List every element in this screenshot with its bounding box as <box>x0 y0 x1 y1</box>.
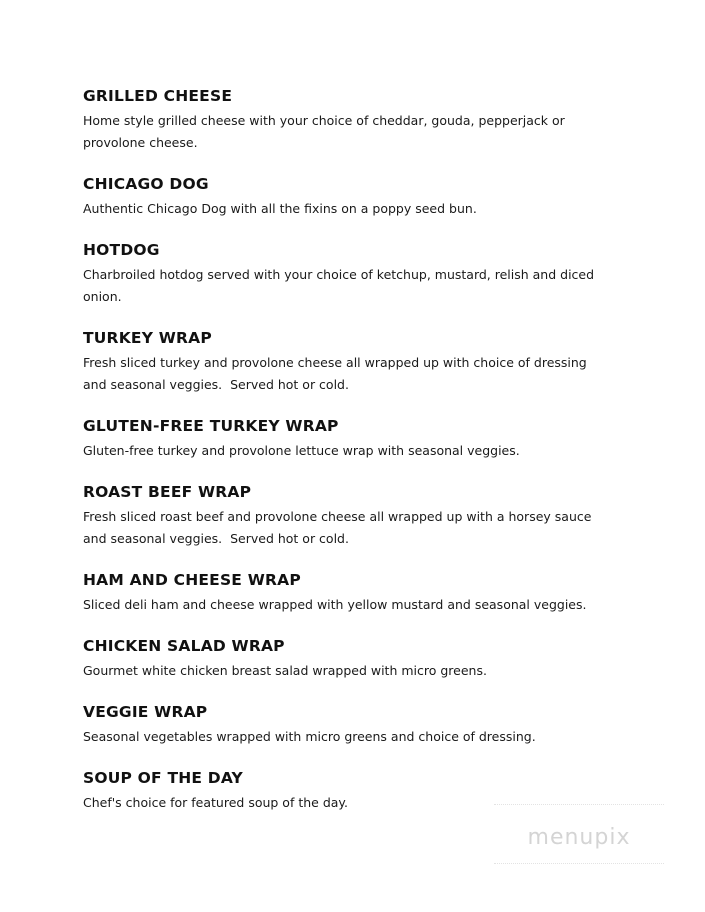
menu-item-name: GRILLED CHEESE <box>83 87 233 105</box>
menu-item-name: HOTDOG <box>83 241 160 259</box>
menu-item-ham-and-cheese-wrap <box>83 570 663 616</box>
menu-item-name: CHICAGO DOG <box>83 175 209 193</box>
menu-item-roast-beef-wrap <box>83 482 663 550</box>
menu-item-hotdog <box>83 240 663 308</box>
menu-item-name: VEGGIE WRAP <box>83 703 208 721</box>
menu-item-description: Seasonal vegetables wrapped with micro greens and choice of dressing. <box>83 729 536 744</box>
watermark-text: menupix <box>527 824 631 850</box>
menu-item-description: Fresh sliced roast beef and provolone cheese all wrapped up with a horsey sauce and seasonal veggies. Served hot or cold. <box>83 509 592 546</box>
menu-item-description: Gluten-free turkey and provolone lettuce wrap with seasonal veggies. <box>83 443 520 458</box>
menu-item-chicken-salad-wrap <box>83 636 663 682</box>
menu-item-chicago-dog <box>83 174 663 220</box>
menu-item-description: Charbroiled hotdog served with your choice of ketchup, mustard, relish and diced onion. <box>83 267 595 304</box>
menupix-watermark <box>494 804 664 864</box>
menu-item-name: CHICKEN SALAD WRAP <box>83 637 285 655</box>
menu-item-description: Fresh sliced turkey and provolone cheese all wrapped up with choice of dressing and seasonal veggies. Served hot or cold. <box>83 355 587 392</box>
menu-item-turkey-wrap <box>83 328 663 396</box>
menu-item-description: Authentic Chicago Dog with all the fixins on a poppy seed bun. <box>83 201 477 216</box>
menu-item-description: Gourmet white chicken breast salad wrapped with micro greens. <box>83 663 487 678</box>
menu-item-grilled-cheese <box>83 86 663 154</box>
menu-item-name: HAM AND CHEESE WRAP <box>83 571 301 589</box>
menu-item-gluten-free-turkey-wrap <box>83 416 663 462</box>
menu-item-name: ROAST BEEF WRAP <box>83 483 252 501</box>
menu-item-description: Sliced deli ham and cheese wrapped with yellow mustard and seasonal veggies. <box>83 597 587 612</box>
menu-list <box>83 86 663 814</box>
menu-item-name: GLUTEN-FREE TURKEY WRAP <box>83 417 339 435</box>
menu-item-name: TURKEY WRAP <box>83 329 212 347</box>
menu-item-veggie-wrap <box>83 702 663 748</box>
menu-item-name: SOUP OF THE DAY <box>83 769 243 787</box>
menu-item-description: Chef's choice for featured soup of the day. <box>83 795 348 810</box>
menu-item-description: Home style grilled cheese with your choice of cheddar, gouda, pepperjack or provolone cheese. <box>83 113 565 150</box>
